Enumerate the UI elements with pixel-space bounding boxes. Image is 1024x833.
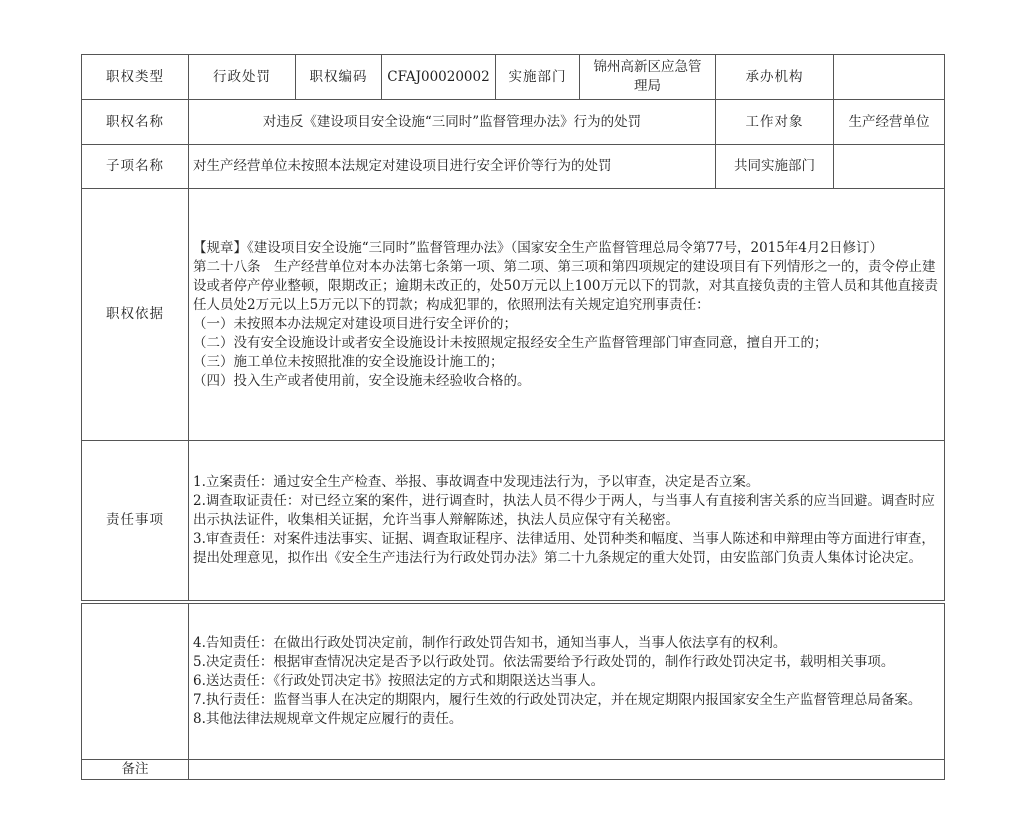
label-authority-code: 职权编码 [296, 55, 382, 100]
authority-code-value: CFAJ00020002 [382, 55, 496, 100]
label-subitem-name: 子项名称 [82, 145, 189, 189]
label-authority-name: 职权名称 [82, 100, 189, 145]
row-subitem-name [82, 145, 945, 189]
basis-line: 第二十八条 生产经营单位对本办法第七条第一项、第二项、第三项和第四项规定的建设项目有下列情形之一的，责令停止建设或者停产停业整顿，限期改正；逾期未改正的，处50万元以上100万元以下的罚款，对其直接负责的主管人员和其他直接责任人员处2万元以上5万元以下的罚款；构成犯罪的，依照刑法有关规定追究刑事责任： [193, 258, 938, 313]
label-handling-agency: 承办机构 [716, 55, 834, 100]
responsibilities-continued-text [189, 604, 945, 760]
authority-name-value: 对违反《建设项目安全设施“三同时”监督管理办法》行为的处罚 [189, 100, 716, 145]
label-joint-dept: 共同实施部门 [716, 145, 834, 189]
basis-line: （二）没有安全设施设计或者安全设施设计未按照规定报经安全生产监督管理部门审查同意，擅自开工的； [193, 334, 828, 351]
label-remarks: 备注 [82, 760, 189, 780]
duty-line: 7.执行责任：监督当事人在决定的期限内，履行生效的行政处罚决定，并在规定期限内报国家安全生产监督管理总局备案。 [193, 692, 922, 708]
row-legal-basis [82, 189, 945, 441]
remarks-value [189, 760, 945, 780]
duty-line: 3.审查责任：对案件违法事实、证据、调查取证程序、法律适用、处罚种类和幅度、当事人陈述和申辩理由等方面进行审查，提出处理意见，拟作出《安全生产违法行为行政处罚办法》第二十九条规定的重大处罚，由安监部门负责人集体讨论决定。 [193, 531, 935, 566]
joint-dept-value [834, 145, 945, 189]
work-object-value: 生产经营单位 [834, 100, 945, 145]
basis-line: （三）施工单位未按照批准的安全设施设计施工的； [193, 353, 504, 370]
duty-line: 2.调查取证责任：对已经立案的案件，进行调查时，执法人员不得少于两人，与当事人有直接利害关系的应当回避。调查时应出示执法证件，收集相关证据，允许当事人辩解陈述，执法人员应保守有关秘密。 [193, 493, 935, 528]
authority-table-top [81, 54, 945, 601]
label-responsibilities: 责任事项 [82, 441, 189, 601]
authority-type-value: 行政处罚 [189, 55, 296, 100]
duty-line: 1.立案责任：通过安全生产检查、举报、事故调查中发现违法行为，予以审查，决定是否立案。 [193, 474, 760, 490]
label-responsibilities-continued [82, 604, 189, 760]
duty-line: 5.决定责任：根据审查情况决定是否予以行政处罚。依法需要给予行政处罚的，制作行政处罚决定书，载明相关事项。 [193, 654, 895, 670]
subitem-name-value: 对生产经营单位未按照本法规定对建设项目进行安全评价等行为的处罚 [189, 145, 716, 189]
row-authority-name [82, 100, 945, 145]
row-responsibilities-continued [82, 604, 945, 760]
authority-table-continued [81, 603, 945, 780]
label-work-object: 工作对象 [716, 100, 834, 145]
handling-agency-value [834, 55, 945, 100]
legal-basis-text [189, 189, 945, 441]
label-authority-type: 职权类型 [82, 55, 189, 100]
basis-line: （四）投入生产或者使用前，安全设施未经验收合格的。 [193, 372, 531, 389]
row-remarks [82, 760, 945, 780]
duty-line: 8.其他法律法规规章文件规定应履行的责任。 [193, 711, 463, 727]
implementing-dept-value: 锦州高新区应急管理局 [580, 55, 716, 100]
label-legal-basis: 职权依据 [82, 189, 189, 441]
basis-line: （一）未按照本办法规定对建设项目进行安全评价的； [193, 315, 517, 332]
duty-line: 4.告知责任：在做出行政处罚决定前，制作行政处罚告知书，通知当事人，当事人依法享有的权利。 [193, 635, 787, 651]
label-implementing-dept: 实施部门 [496, 55, 580, 100]
row-responsibilities [82, 441, 945, 601]
responsibilities-text [189, 441, 945, 601]
row-authority-type [82, 55, 945, 100]
duty-line: 6.送达责任：《行政处罚决定书》按照法定的方式和期限送达当事人。 [193, 673, 605, 689]
basis-line: 【规章】《建设项目安全设施“三同时”监督管理办法》（国家安全生产监督管理总局令第77号，2015年4月2日修订） [193, 239, 884, 256]
